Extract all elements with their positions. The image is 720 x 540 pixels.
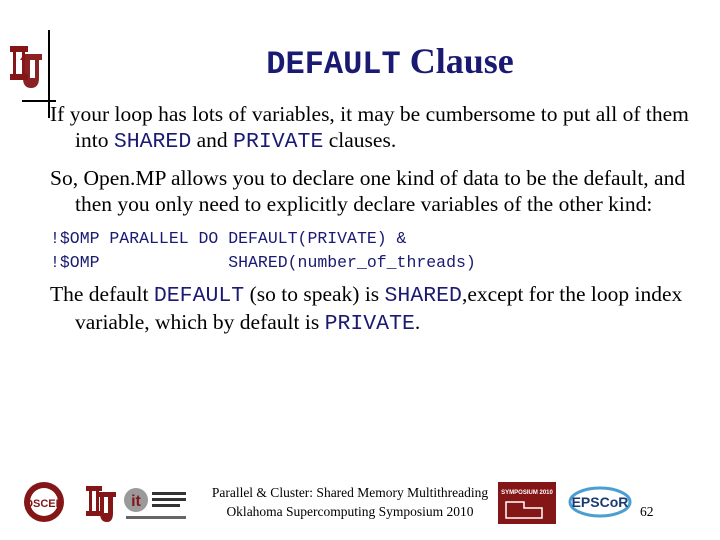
paragraph-2: So, Open.MP allows you to declare one kind of data to be the default, and then you only need to explicitly declare variables of the other kind: xyxy=(50,165,686,217)
paragraph-1 xyxy=(50,101,690,156)
page-number: 62 xyxy=(640,504,654,519)
oscer-logo-icon xyxy=(14,480,74,524)
title-text: Clause xyxy=(400,41,514,81)
it-logo-text: it xyxy=(131,493,141,510)
p1-text-1: If your loop has lots of variables, it may be cumbersome to put all of them into xyxy=(50,102,689,153)
p3-code-private: PRIVATE xyxy=(324,312,415,337)
p3-text-4: . xyxy=(414,310,421,335)
p1-text-3: clauses. xyxy=(323,128,397,153)
code-block xyxy=(50,227,690,275)
p3-text-2: (so to speak) is xyxy=(244,281,385,306)
slide-title xyxy=(60,40,720,83)
footer-line-2: Oklahoma Supercomputing Symposium 2010 xyxy=(226,503,474,519)
p3-code-default: DEFAULT xyxy=(153,283,245,308)
p3-text-3: ,except for the loop index variable, which by default is xyxy=(75,281,683,335)
symposium-logo-icon xyxy=(498,482,556,524)
paragraph-3 xyxy=(50,281,690,338)
p1-text-2: and xyxy=(191,128,234,153)
footer-line-1: Parallel & Cluster: Shared Memory Multithreading xyxy=(211,485,489,500)
epscor-logo-text: EPSCoR xyxy=(571,494,629,510)
epscor-logo-icon xyxy=(564,480,636,524)
title-code: DEFAULT xyxy=(266,46,401,83)
footer-text xyxy=(190,484,510,522)
p3-code-shared: SHARED xyxy=(384,283,462,308)
p1-code-private: PRIVATE xyxy=(233,130,324,155)
it-logo-icon xyxy=(122,484,190,524)
slide-body xyxy=(50,101,690,346)
p3-text-1: The default xyxy=(50,281,154,306)
code-line-2: !$OMP SHARED(number_of_threads) xyxy=(50,252,476,272)
p1-code-shared: SHARED xyxy=(113,130,192,155)
ou-footer-logo-icon xyxy=(84,482,118,526)
oscer-logo-text: OSCER xyxy=(24,498,64,510)
code-line-1: !$OMP PARALLEL DO DEFAULT(PRIVATE) & xyxy=(50,228,407,248)
ou-logo-icon xyxy=(6,38,46,94)
symposium-logo-text: SYMPOSIUM 2010 xyxy=(501,490,553,496)
